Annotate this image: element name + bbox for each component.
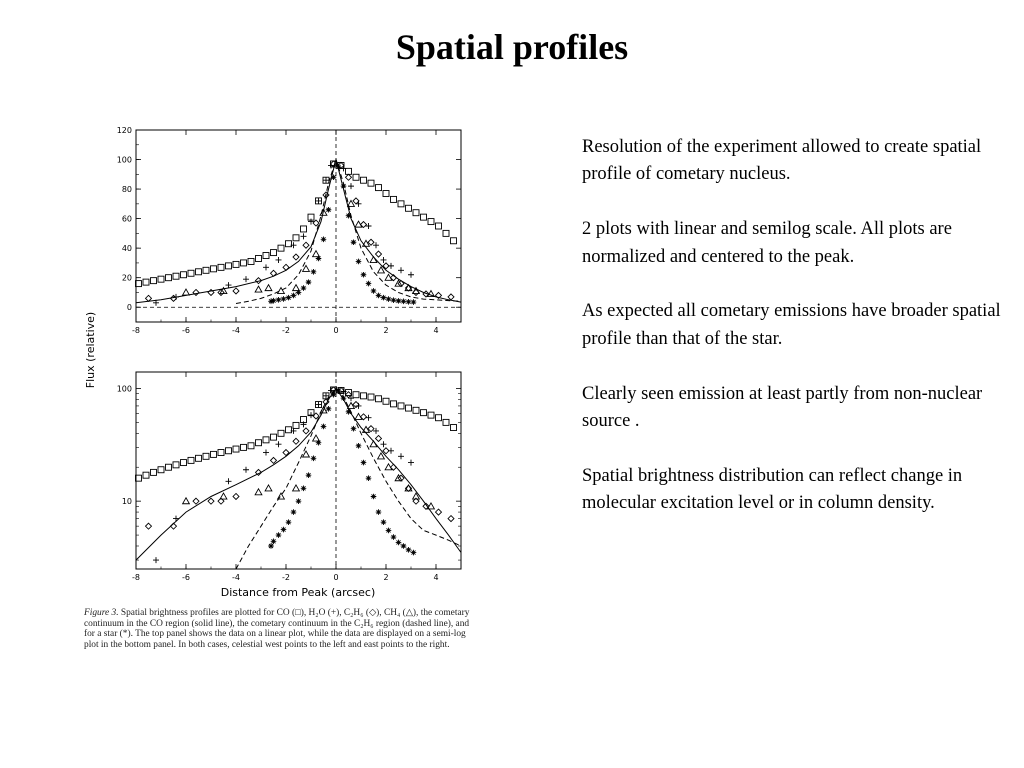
co-point (181, 272, 187, 278)
c2h6-point (376, 251, 382, 257)
co-point (376, 185, 382, 191)
y-tick-label: 80 (121, 185, 132, 195)
paragraph-plots: 2 plots with linear and semilog scale. All plots are normalized and centered to the peak. (582, 219, 952, 267)
h2o-point (373, 242, 379, 248)
continuum-c2h6-line (236, 389, 461, 570)
star-point (311, 269, 317, 275)
slide-body (582, 134, 1002, 545)
co-point (143, 279, 149, 285)
paragraph-non-nuclear: Clearly seen emission at least partly from non-nuclear source . (582, 383, 983, 432)
c2h6-point (346, 174, 352, 180)
co-point (263, 437, 269, 443)
co-point (286, 427, 292, 433)
star-point (396, 540, 402, 546)
star-point (316, 256, 322, 262)
ch4-point (183, 289, 190, 295)
star-point (296, 498, 302, 504)
x-tick-label: -6 (182, 326, 190, 335)
co-point (391, 196, 397, 202)
y-tick-label: 120 (116, 126, 132, 135)
h2o-point (381, 257, 387, 263)
co-point (151, 469, 157, 475)
ch4-point (265, 285, 272, 291)
co-point (211, 266, 217, 272)
h2o-point (398, 267, 404, 273)
co-point (353, 174, 359, 180)
star-point (306, 279, 312, 285)
co-point (278, 245, 284, 251)
co-point (166, 464, 172, 470)
co-point (218, 264, 224, 270)
c2h6-point (283, 264, 289, 270)
star-point (411, 550, 417, 556)
h2o-point (276, 257, 282, 263)
c2h6-point (448, 294, 454, 300)
star-point (291, 293, 297, 299)
y-tick-label: 20 (121, 273, 132, 283)
x-tick-label: -2 (282, 573, 290, 582)
co-point (233, 261, 239, 267)
star-point (356, 259, 362, 265)
co-point (346, 168, 352, 174)
co-point (286, 241, 292, 247)
star-point (371, 494, 377, 500)
co-point (196, 269, 202, 275)
c2h6-point (303, 242, 309, 248)
y-tick-label: 10 (121, 497, 132, 507)
star-point (351, 239, 357, 245)
ch4-point (303, 451, 310, 457)
h2o-point (308, 412, 314, 418)
ch4-point (183, 498, 190, 504)
ch4-point (265, 485, 272, 491)
paragraph-broader: As expected all cometary emissions have broader spatial profile than that of the star. (582, 301, 1001, 349)
c2h6-point (436, 509, 442, 515)
star-point (268, 543, 274, 549)
c2h6-point (293, 438, 299, 444)
continuum-co-line (136, 389, 461, 561)
co-point (233, 446, 239, 452)
c2h6-point (233, 288, 239, 294)
co-point (353, 392, 359, 398)
y-tick-label: 60 (121, 214, 132, 224)
h2o-point (243, 467, 249, 473)
co-point (278, 430, 284, 436)
h2o-point (301, 233, 307, 239)
h2o-point (263, 450, 269, 456)
star-point (376, 293, 382, 299)
co-point (271, 434, 277, 440)
co-point (406, 205, 412, 211)
linear-panel (117, 126, 461, 335)
co-point (256, 255, 262, 261)
h2o-point (316, 402, 322, 408)
star-point (276, 532, 282, 538)
co-point (271, 250, 277, 256)
star-point (366, 475, 372, 481)
c2h6-point (193, 498, 199, 504)
slide-title: Spatial profiles (395, 27, 629, 67)
co-point (376, 396, 382, 402)
semilog-panel (117, 372, 461, 582)
star-point (276, 297, 282, 303)
star-point (311, 456, 317, 462)
co-point (151, 278, 157, 284)
ch4-point (293, 485, 300, 491)
x-tick-label: -6 (182, 573, 190, 582)
co-point (158, 276, 164, 282)
co-point (421, 410, 427, 416)
caption-text: Spatial brightness profiles are plotted for CO (□), H₂O (+), C₂H₆ (◇), CH₄ (△), the cometary continuum in the CO region (solid line), the cometary continuum in the C₂H₆ region (dashed line), and for a star (*). The top panel shows the data on a linear plot, while the data are displayed on a semi-log plot in the bottom panel. In both cases, celestial west points to the left and east points to the right. (84, 608, 470, 650)
star-point (286, 519, 292, 525)
x-tick-label: -4 (232, 326, 240, 335)
c2h6-point (376, 435, 382, 441)
co-point (436, 415, 442, 421)
co-point (248, 443, 254, 449)
continuum-co-line (136, 160, 461, 303)
profile-chart (80, 118, 480, 608)
co-point (256, 440, 262, 446)
star-point (386, 296, 392, 302)
co-point (203, 267, 209, 273)
ch4-point (303, 265, 310, 271)
c2h6-point (303, 428, 309, 434)
co-point (413, 210, 419, 216)
co-point (173, 462, 179, 468)
c2h6-point (233, 493, 239, 499)
figure (80, 118, 480, 678)
star-point (296, 290, 302, 296)
star-point (301, 285, 307, 291)
co-point (226, 448, 232, 454)
ch4-point (363, 240, 370, 246)
x-tick-label: 2 (383, 573, 389, 582)
co-point (406, 405, 412, 411)
c2h6-point (193, 289, 199, 295)
star-point (401, 299, 407, 305)
star-point (396, 298, 402, 304)
star-point (386, 528, 392, 534)
co-point (451, 238, 457, 244)
h2o-point (408, 460, 414, 466)
h2o-point (366, 415, 372, 421)
x-tick-label: -8 (132, 326, 140, 335)
ch4-point (278, 288, 285, 294)
star-point (326, 406, 332, 412)
co-point (436, 223, 442, 229)
co-point (391, 401, 397, 407)
caption-label: Figure 3. (84, 608, 119, 618)
plot-frame (136, 372, 461, 569)
co-point (181, 460, 187, 466)
co-point (166, 275, 172, 281)
star-point (271, 539, 277, 545)
star-point (281, 296, 287, 302)
h2o-point (323, 177, 329, 183)
c2h6-point (146, 295, 152, 301)
star-point (301, 486, 307, 492)
co-point (428, 412, 434, 418)
c2h6-point (368, 239, 374, 245)
star-point (381, 295, 387, 301)
star-point (286, 295, 292, 301)
co-point (443, 419, 449, 425)
co-point (203, 453, 209, 459)
star-point (371, 288, 377, 294)
y-axis-label: Flux (relative) (84, 311, 97, 389)
co-point (451, 425, 457, 431)
h2o-point (243, 276, 249, 282)
co-point (188, 270, 194, 276)
x-tick-label: 4 (433, 326, 439, 335)
c2h6-point (208, 498, 214, 504)
continuum-c2h6-line (236, 160, 461, 304)
star-point (361, 272, 367, 278)
co-point (421, 214, 427, 220)
x-tick-label: -4 (232, 573, 240, 582)
h2o-point (226, 478, 232, 484)
c2h6-point (146, 523, 152, 529)
star-point (326, 207, 332, 213)
y-tick-label: 100 (116, 384, 132, 394)
h2o-point (398, 453, 404, 459)
h2o-point (263, 264, 269, 270)
co-point (241, 444, 247, 450)
co-point (293, 422, 299, 428)
co-point (301, 226, 307, 232)
x-tick-label: 0 (333, 573, 339, 582)
co-point (248, 258, 254, 264)
star-point (356, 443, 362, 449)
paragraph-distribution: Spatial brightness distribution can reflect change in molecular excitation level or in column density. (582, 465, 963, 514)
y-tick-label: 0 (126, 303, 132, 313)
co-point (398, 201, 404, 207)
co-point (361, 393, 367, 399)
co-point (218, 450, 224, 456)
star-point (366, 281, 372, 287)
co-point (211, 451, 217, 457)
h2o-point (276, 441, 282, 447)
star-point (321, 236, 327, 242)
star-point (291, 509, 297, 515)
star-point (306, 472, 312, 478)
c2h6-point (271, 457, 277, 463)
figure-caption (84, 608, 480, 650)
star-point (321, 424, 327, 430)
h2o-point (408, 272, 414, 278)
h2o-point (153, 557, 159, 563)
x-axis-label: Distance from Peak (arcsec) (220, 586, 376, 599)
co-point (398, 403, 404, 409)
x-tick-label: 4 (433, 573, 439, 582)
star-point (271, 298, 277, 304)
ch4-point (255, 489, 262, 495)
star-point (351, 426, 357, 432)
star-point (316, 440, 322, 446)
co-point (158, 467, 164, 473)
paragraph-resolution: Resolution of the experiment allowed to create spatial profile of cometary nucleus. (582, 137, 982, 185)
star-point (391, 297, 397, 303)
x-tick-label: -2 (282, 326, 290, 335)
star-point (406, 299, 412, 305)
co-point (143, 472, 149, 478)
co-point (293, 235, 299, 241)
co-point (226, 263, 232, 269)
star-point (401, 543, 407, 549)
co-point (346, 390, 352, 396)
co-point (383, 398, 389, 404)
star-point (281, 527, 287, 533)
co-point (368, 180, 374, 186)
c2h6-point (293, 254, 299, 260)
co-point (428, 219, 434, 225)
h2o-point (316, 198, 322, 204)
star-point (361, 460, 367, 466)
co-point (263, 253, 269, 259)
x-tick-label: 2 (383, 326, 389, 335)
ch4-point (220, 493, 227, 499)
star-point (391, 534, 397, 540)
co-point (241, 260, 247, 266)
co-point (361, 177, 367, 183)
co-point (413, 407, 419, 413)
co-point (368, 394, 374, 400)
x-tick-label: 0 (333, 326, 339, 335)
h2o-point (348, 183, 354, 189)
co-point (443, 230, 449, 236)
co-point (196, 455, 202, 461)
star-point (376, 509, 382, 515)
star-point (406, 547, 412, 553)
co-point (188, 457, 194, 463)
ch4-point (255, 286, 262, 292)
x-tick-label: -8 (132, 573, 140, 582)
y-tick-label: 40 (121, 244, 132, 254)
y-tick-label: 100 (116, 155, 132, 165)
h2o-point (381, 441, 387, 447)
co-point (383, 191, 389, 197)
c2h6-point (448, 516, 454, 522)
star-point (381, 519, 387, 525)
co-point (173, 273, 179, 279)
star-point (411, 299, 417, 305)
